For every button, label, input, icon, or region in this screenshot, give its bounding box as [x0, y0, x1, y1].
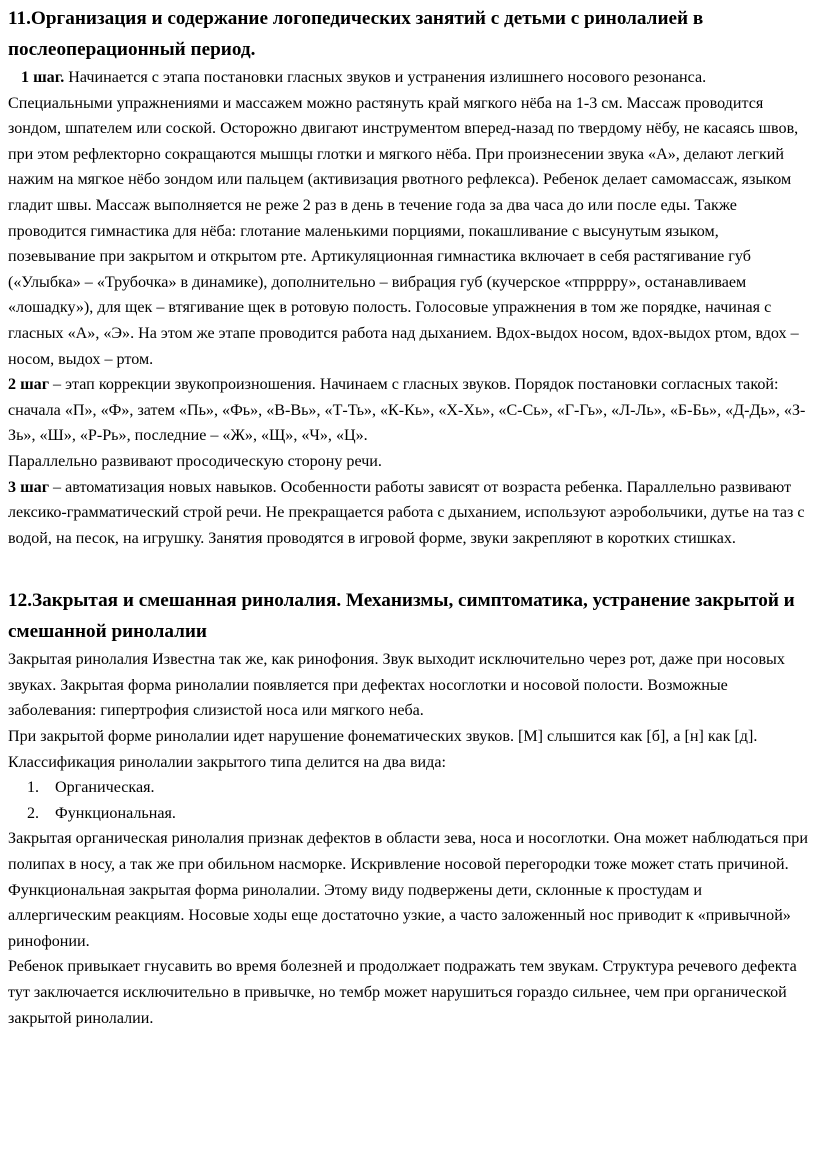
section-11-body: [8, 65, 808, 551]
list-item-number: 2.: [27, 804, 40, 822]
classification-paragraph: Классификация ринолалии закрытого типа делится на два вида:: [8, 753, 446, 771]
list-item-text: Органическая.: [55, 779, 155, 797]
step-2-label: 2 шаг: [8, 376, 50, 394]
section-12-title: 12.Закрытая и смешанная ринолалия. Механизмы, симптоматика, устранение закрытой и смешанной ринолалии: [8, 590, 795, 643]
classification-list: [8, 775, 808, 826]
habit-paragraph: Ребенок привыкает гнусавить во время болезней и продолжает подражать тем звукам. Структура речевого дефекта тут заключается исключительно в привычке, но тембр может нарушиться гораздо сильнее, чем при органической закрытой ринолалии.: [8, 958, 797, 1027]
intro-paragraph: Закрытая ринолалия Известна так же, как ринофония. Звук выходит исключительно через рот, даже при носовых звуках. Закрытая форма ринолалии появляется при дефектах носоглотки и носовой полости. Возможные заболевания: гипертрофия слизистой носа или мягкого неба.: [8, 651, 785, 720]
step-1-text: Начинается с этапа постановки гласных звуков и устранения излишнего носового резонанса.: [64, 69, 707, 86]
phonemes-paragraph: При закрытой форме ринолалии идет нарушение фонематических звуков. [М] слышится как [б], а [н] как [д].: [8, 728, 758, 746]
step-3-label: 3 шаг: [8, 478, 50, 496]
step-2-text: – этап коррекции звукопроизношения. Начинаем с гласных звуков. Порядок постановки согласных такой: сначала «П», «Ф», затем «Пь», «Фь», «В-Вь», «Т-Ть», «К-Кь», «Х-Хь», «С-Сь», «Г-Гь», «Л-Ль», «Б-Бь», «Д-Дь», «З-Зь», «Ш», «Р-Рь», последние – «Ж», «Щ», «Ч», «Ц».: [8, 376, 806, 445]
list-item: [8, 801, 808, 827]
list-item-number: 1.: [27, 779, 40, 797]
step-1-label: 1 шаг.: [21, 69, 65, 86]
organic-paragraph: Закрытая органическая ринолалия признак дефектов в области зева, носа и носоглотки. Она может наблюдаться при полипах в носу, а так же при обильном насморке. Искривление носовой перегородки тоже может стать причиной.: [8, 830, 808, 874]
step-1-paragraph: [8, 65, 808, 91]
step-3-paragraph: [8, 475, 808, 552]
prosody-paragraph: Параллельно развивают просодическую сторону речи.: [8, 452, 382, 470]
section-11-title: 11.Организация и содержание логопедических занятий с детьми с ринолалией в послеоперационный период.: [8, 8, 704, 60]
massage-paragraph: Специальными упражнениями и массажем можно растянуть край мягкого нёба на 1-3 см. Массаж проводится зондом, шпателем или соской. Осторожно двигают инструментом вперед-назад по твердому нёбу, не касаясь швов, при этом рефлекторно сокращаются мышцы глотки и мягкого нёба. При произнесении звука «А», делают легкий нажим на мягкое нёбо зондом или пальцем (активизация рвотного рефлекса). Ребенок делает самомассаж, языком гладит швы. Массаж выполняется не реже 2 раз в день в течение года за два часа до или после еды. Также проводится гимнастика для нёба: глотание маленькими порциями, покашливание с высунутым языком, позевывание при закрытом и открытом рте. Артикуляционная гимнастика включает в себя растягивание губ («Улыбка» – «Трубочка» в динамике), дополнительно – вибрация губ (кучерское «тпрррру», останавливаем «лошадку»), для щек – втягивание щек в ротовую полость. Голосовые упражнения в том же порядке, начиная с гласных «А», «Э». На этом же этапе проводится работа над дыханием. Вдох-выдох носом, вдох-выдох ртом, вдох – носом, выдох – ртом.: [8, 94, 799, 368]
functional-paragraph: Функциональная закрытая форма ринолалии. Этому виду подвержены дети, склонные к простудам и аллергическим реакциям. Носовые ходы еще достаточно узкие, а часто заложенный нос приводит к «привычной» ринофонии.: [8, 881, 791, 950]
step-2-paragraph: [8, 372, 808, 449]
section-12-body: [8, 647, 808, 1031]
list-item-text: Функциональная.: [55, 804, 176, 822]
step-3-text: – автоматизация новых навыков. Особенности работы зависят от возраста ребенка. Параллельно развивают лексико-грамматический строй речи. Не прекращается работа с дыханием, используют аэробольчики, дутье на таз с водой, на песок, на игрушку. Занятия проводятся в игровой форме, звуки закрепляют в коротких стишках.: [8, 478, 805, 547]
list-item: [8, 775, 808, 801]
